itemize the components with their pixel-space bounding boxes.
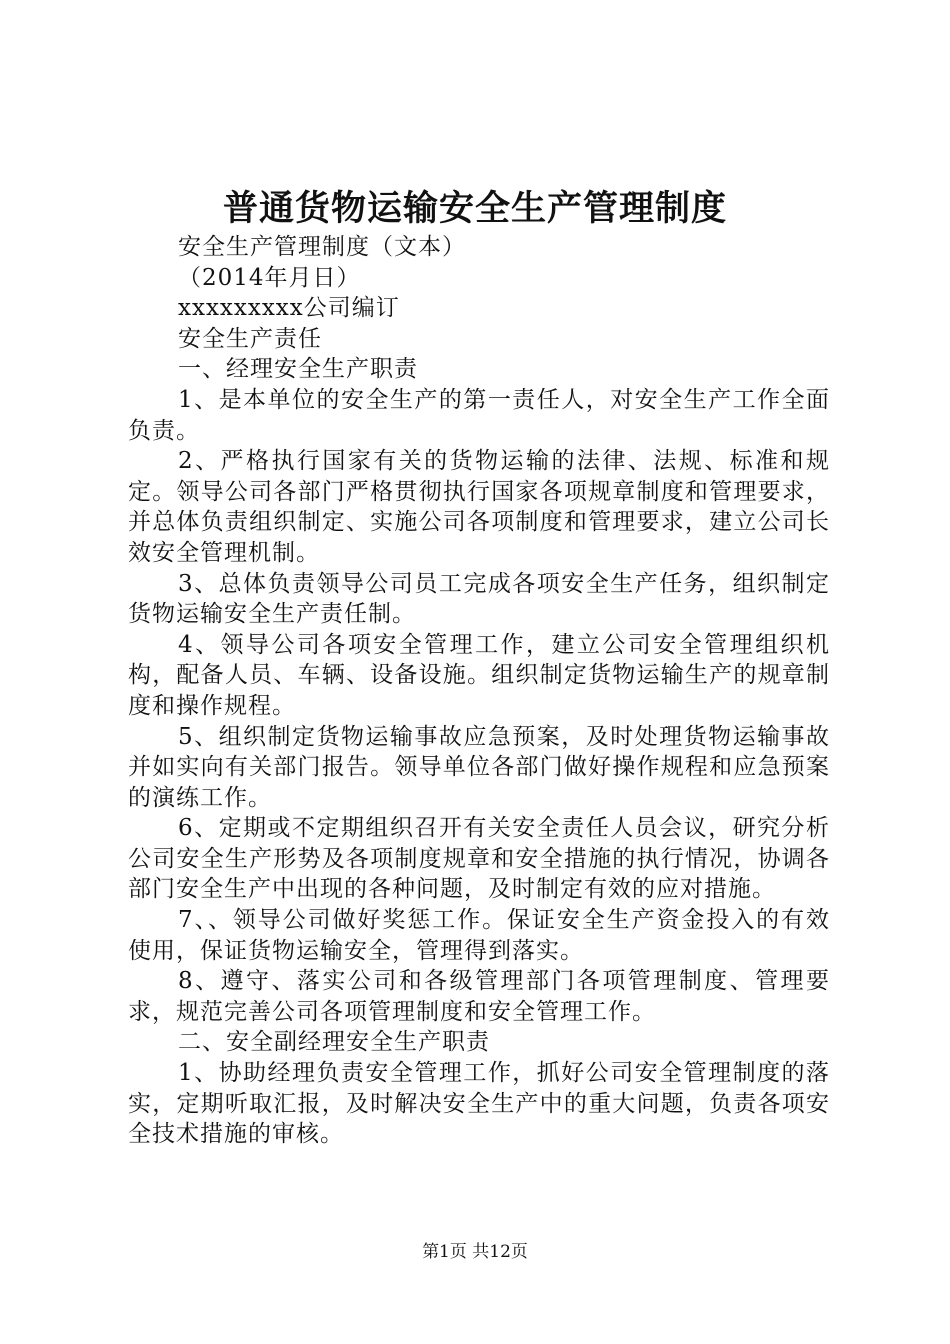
subsection-heading: 二、安全副经理安全生产职责 — [178, 1029, 490, 1056]
paragraph: 7、、领导公司做好奖惩工作。保证安全生产资金投入的有效使用，保证货物运输安全，管理得到落实。 — [128, 907, 830, 964]
page-number-footer: 第1页 共12页 — [422, 1242, 528, 1262]
paragraph-date: （2014年月日） — [178, 264, 361, 291]
paragraph-subtitle: 安全生产管理制度（文本） — [178, 234, 466, 260]
paragraph: 1、是本单位的安全生产的第一责任人，对安全生产工作全面负责。 — [128, 386, 830, 444]
paragraph-company: xxxxxxxxx公司编订 — [178, 295, 400, 322]
section-heading: 安全生产责任 — [178, 325, 322, 352]
paragraph: 4、领导公司各项安全管理工作，建立公司安全管理组织机构，配备人员、车辆、设备设施。组织制定货物运输生产的规章制度和操作规程。 — [128, 631, 830, 719]
paragraph: 1、协助经理负责安全管理工作，抓好公司安全管理制度的落实，定期听取汇报，及时解决安全生产中的重大问题，负责各项安全技术措施的审核。 — [128, 1060, 830, 1148]
paragraph: 6、定期或不定期组织召开有关安全责任人员会议，研究分析公司安全生产形势及各项制度规章和安全措施的执行情况，协调各部门安全生产中出现的各种问题，及时制定有效的应对措施。 — [128, 815, 830, 903]
subsection-heading: 一、经理安全生产职责 — [178, 356, 418, 383]
paragraph: 5、组织制定货物运输事故应急预案，及时处理货物运输事故并如实向有关部门报告。领导单位各部门做好操作规程和应急预案的演练工作。 — [128, 723, 830, 811]
document-title: 普通货物运输安全生产管理制度 — [222, 188, 727, 229]
document-body — [128, 232, 830, 1150]
paragraph: 2、严格执行国家有关的货物运输的法律、法规、标准和规定。领导公司各部门严格贯彻执行国家各项规章制度和管理要求，并总体负责组织制定、实施公司各项制度和管理要求，建立公司长效安全管理机制。 — [128, 448, 830, 566]
paragraph: 3、总体负责领导公司员工完成各项安全生产任务，组织制定货物运输安全生产责任制。 — [128, 570, 830, 628]
paragraph: 8、遵守、落实公司和各级管理部门各项管理制度、管理要求，规范完善公司各项管理制度和安全管理工作。 — [128, 968, 830, 1025]
